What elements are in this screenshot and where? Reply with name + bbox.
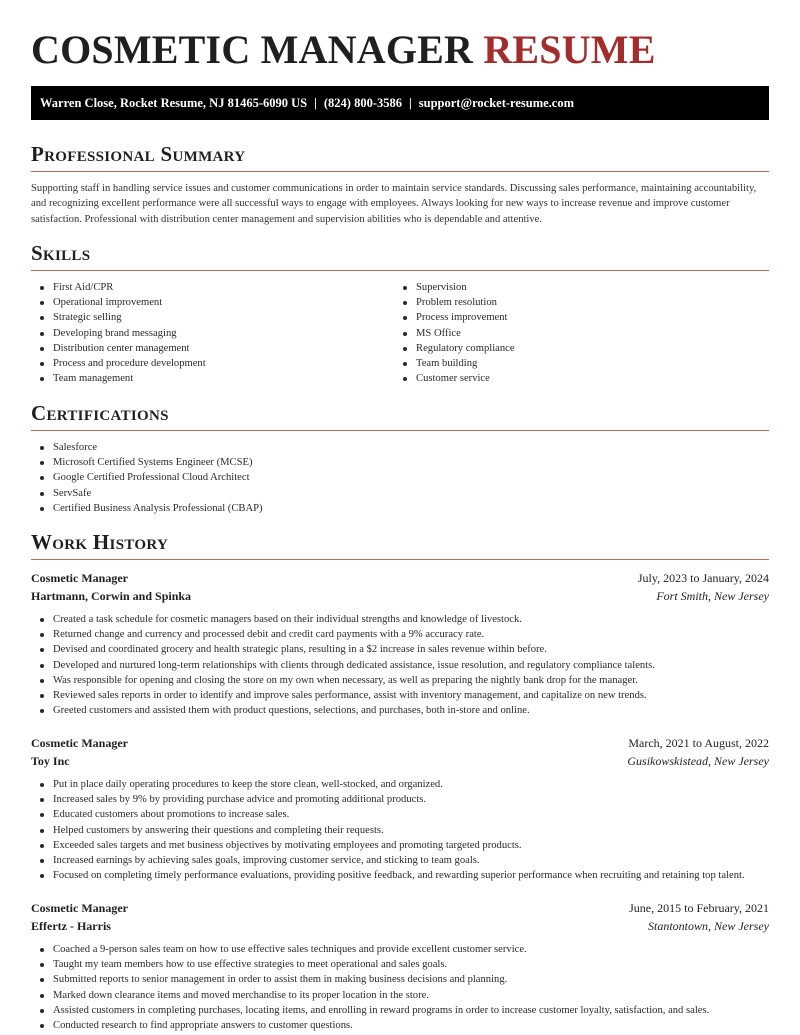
job-dates: March, 2021 to August, 2022 xyxy=(628,736,769,750)
certifications-list xyxy=(31,440,263,516)
job-duty: Submitted reports to senior management in order to assist them in making business decisions and planning. xyxy=(31,972,709,987)
job-title: Cosmetic Manager xyxy=(31,736,128,750)
job-duties-list xyxy=(31,612,655,718)
contact-separator: | xyxy=(409,96,412,110)
skill-item: Strategic selling xyxy=(31,310,206,325)
certifications-divider xyxy=(31,430,769,431)
work-history-heading: Work History xyxy=(31,530,169,554)
job-duty: Put in place daily operating procedures to keep the store clean, well-stocked, and organized. xyxy=(31,777,745,792)
job-duty: Reviewed sales reports in order to identify and improve sales performance, assist with inventory management, and capitalize on new trends. xyxy=(31,688,655,703)
job-duty: Greeted customers and assisted them with product questions, selections, and purchases, both in-store and online. xyxy=(31,703,655,718)
job-location: Fort Smith, New Jersey xyxy=(656,589,769,603)
skill-item: Regulatory compliance xyxy=(394,341,515,356)
summary-text: Supporting staff in handling service issues and customer communications in order to maintain service standards. Discussing sales performance, maintaining accountability, and recognizing excellent performance were all successful ways to engage with employees. Always looking for new ways to increase revenue and improve customer satisfaction. Professional with distribution center management and supervision abilities who is dependable and attentive. xyxy=(31,183,757,225)
job-duty: Exceeded sales targets and met business objectives by motivating employees and promoting targeted products. xyxy=(31,838,745,853)
skill-item: Process improvement xyxy=(394,310,515,325)
skill-item: Supervision xyxy=(394,280,515,295)
job-duty: Focused on completing timely performance evaluations, providing positive feedback, and rewarding superior performance when recruiting and retaining top talent. xyxy=(31,868,745,883)
job-company: Toy Inc xyxy=(31,754,70,768)
job-duty: Conducted research to find appropriate answers to customer questions. xyxy=(31,1018,709,1033)
job-duties-list xyxy=(31,777,745,883)
skills-list-right xyxy=(394,280,515,386)
job-duty: Taught my team members how to use effective strategies to meet operational and sales goals. xyxy=(31,957,709,972)
job-duty: Increased earnings by achieving sales goals, improving customer service, and sticking to team goals. xyxy=(31,853,745,868)
work-history-divider xyxy=(31,559,769,560)
skill-item: Team building xyxy=(394,356,515,371)
job-duty: Created a task schedule for cosmetic managers based on their individual strengths and knowledge of livestock. xyxy=(31,612,655,627)
job-title: Cosmetic Manager xyxy=(31,571,128,585)
contact-address: Warren Close, Rocket Resume, NJ 81465-6090 US xyxy=(40,96,308,110)
contact-separator: | xyxy=(314,96,317,110)
contact-bar xyxy=(31,86,769,120)
certification-item: Google Certified Professional Cloud Architect xyxy=(31,470,263,485)
skill-item: Developing brand messaging xyxy=(31,326,206,341)
job-title: Cosmetic Manager xyxy=(31,901,128,915)
summary-heading: Professional Summary xyxy=(31,142,246,166)
certification-item: Salesforce xyxy=(31,440,263,455)
certification-item: Microsoft Certified Systems Engineer (MCSE) xyxy=(31,455,263,470)
job-duty: Developed and nurtured long-term relationships with clients through dedicated assistance, issue resolution, and regulatory compliance talents. xyxy=(31,658,655,673)
job-duty: Helped customers by answering their questions and completing their requests. xyxy=(31,823,745,838)
job-duty: Was responsible for opening and closing the store on my own when necessary, as well as preparing the nightly bank drop for the manager. xyxy=(31,673,655,688)
job-duty: Increased sales by 9% by providing purchase advice and promoting additional products. xyxy=(31,792,745,807)
contact-phone: (824) 800-3586 xyxy=(323,96,402,110)
summary-divider xyxy=(31,171,769,172)
job-dates: July, 2023 to January, 2024 xyxy=(637,571,769,585)
job-duty: Returned change and currency and processed debit and credit card payments with a 9% accuracy rate. xyxy=(31,627,655,642)
contact-email: support@rocket-resume.com xyxy=(418,96,575,110)
skills-heading: Skills xyxy=(31,241,91,265)
skill-item: Process and procedure development xyxy=(31,356,206,371)
skill-item: MS Office xyxy=(394,326,515,341)
job-duty: Marked down clearance items and moved merchandise to its proper location in the store. xyxy=(31,988,709,1003)
job-location: Gusikowskistead, New Jersey xyxy=(627,754,769,768)
job-company: Effertz - Harris xyxy=(31,919,111,933)
job-duties-list xyxy=(31,942,709,1033)
title-main: COSMETIC MANAGER xyxy=(31,27,474,72)
job-duty: Educated customers about promotions to increase sales. xyxy=(31,807,745,822)
certifications-heading: Certifications xyxy=(31,401,169,425)
skill-item: First Aid/CPR xyxy=(31,280,206,295)
job-company: Hartmann, Corwin and Spinka xyxy=(31,589,192,603)
job-location: Stantontown, New Jersey xyxy=(648,919,769,933)
job-duty: Coached a 9-person sales team on how to use effective sales techniques and provide excellent customer service. xyxy=(31,942,709,957)
resume-title xyxy=(31,26,656,74)
skill-item: Distribution center management xyxy=(31,341,206,356)
certification-item: Certified Business Analysis Professional (CBAP) xyxy=(31,501,263,516)
certification-item: ServSafe xyxy=(31,486,263,501)
title-accent: RESUME xyxy=(483,27,656,72)
skill-item: Customer service xyxy=(394,371,515,386)
job-dates: June, 2015 to February, 2021 xyxy=(629,901,769,915)
skill-item: Team management xyxy=(31,371,206,386)
skills-list-left xyxy=(31,280,206,386)
skills-divider xyxy=(31,270,769,271)
job-duty: Assisted customers in completing purchases, locating items, and enrolling in reward programs in order to increase customer loyalty, satisfaction, and sales. xyxy=(31,1003,709,1018)
skill-item: Problem resolution xyxy=(394,295,515,310)
job-duty: Devised and coordinated grocery and health strategic plans, resulting in a $2 increase in sales revenue within before. xyxy=(31,642,655,657)
skill-item: Operational improvement xyxy=(31,295,206,310)
